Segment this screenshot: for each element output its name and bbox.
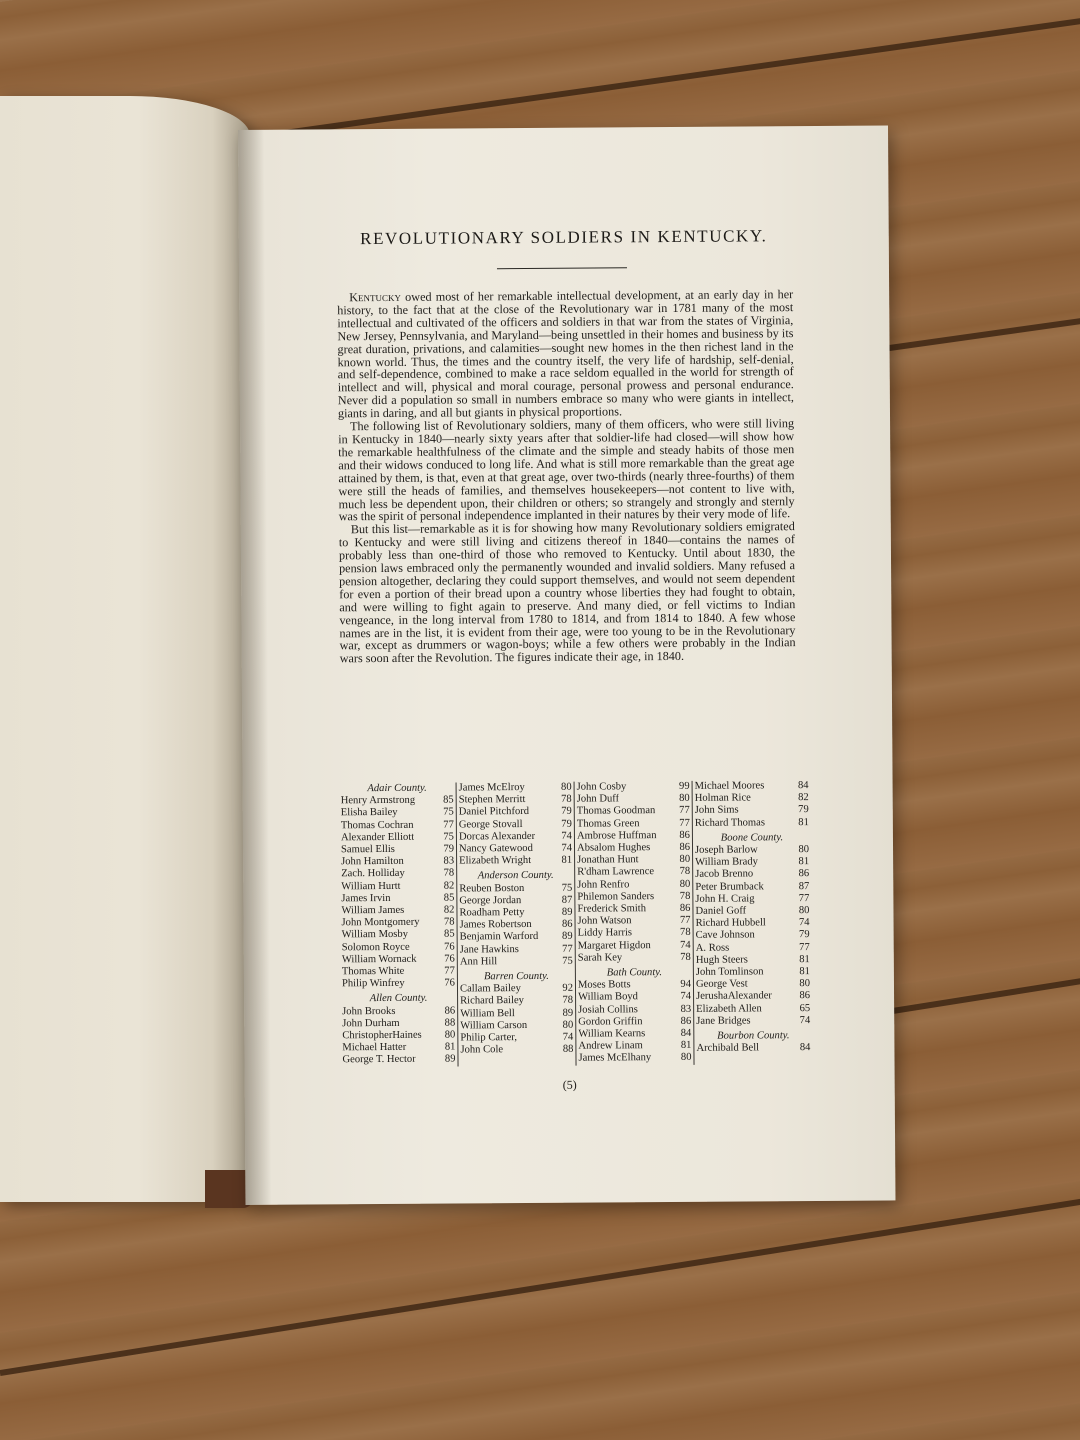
soldier-name: Joseph Barlow (695, 844, 758, 856)
soldier-age: 81 (444, 1041, 456, 1053)
soldier-age: 81 (798, 856, 810, 868)
soldier-name: John Brooks (342, 1005, 396, 1017)
soldier-entry (577, 891, 690, 904)
soldier-entry (459, 818, 572, 831)
soldier-entry (577, 793, 690, 806)
left-facing-page (0, 96, 250, 1202)
soldier-name: George T. Hector (342, 1054, 416, 1066)
soldier-name: Thomas White (341, 965, 405, 978)
soldier-name: Philemon Sanders (577, 890, 655, 903)
soldier-name: William Mosby (341, 929, 409, 941)
soldier-age: 80 (799, 978, 811, 990)
paragraph-3: But this list—remarkable as it is for showing how many Revolutionary soldiers emigrated to Kentucky and were still living and citizens thereof in 1840—contains the names of probably less than one-third of those who removed to Kentucky. Until about 1830, the pension laws embraced only the permanently wounded and invalid soldiers. Many refused a pension altogether, declaring they could support themselves, and would not seem dependent for even a portion of their bread upon a country whose liberties they had fought to obtain, and were willing to fight again to preserve. And many died, or fell victims to Indian vengeance, in the long interval from 1780 to 1814, and from 1814 to 1840. A few whose names are in the list, it is evident from their age, were too young to be in the Revolutionary war, except as drummers or wagon-boys; while a few others were probably in the Indian wars soon after the Revolution. The figures indicate their age, in 1840. (338, 519, 796, 666)
soldier-age: 80 (679, 854, 691, 866)
soldier-age: 78 (561, 793, 572, 805)
soldier-age: 81 (799, 953, 810, 965)
soldier-entry (460, 1032, 573, 1045)
soldier-entry (342, 1017, 455, 1030)
county-heading: Barren County. (483, 970, 549, 983)
soldier-age: 84 (797, 780, 809, 792)
soldier-age: 75 (561, 882, 573, 894)
soldier-entry (577, 842, 690, 855)
county-heading: Allen County. (369, 993, 428, 1005)
soldier-entry (578, 952, 691, 965)
soldier-entry (578, 1052, 691, 1065)
soldier-entry (696, 990, 810, 1003)
soldier-name: William Bell (460, 1007, 515, 1020)
soldier-name: Callam Bailey (459, 983, 521, 995)
soldier-age: 86 (679, 841, 691, 853)
soldier-name: Jonathan Hunt (577, 854, 639, 866)
soldier-age: 78 (680, 951, 691, 963)
soldier-entry (341, 868, 454, 881)
soldier-entry (460, 956, 573, 969)
soldier-name: Richard Hubbell (695, 917, 766, 930)
soldier-entry (460, 1044, 573, 1057)
soldier-name: Hugh Steers (695, 954, 748, 966)
soldier-entry (459, 843, 572, 856)
soldier-entry (695, 893, 809, 906)
soldier-entry (695, 868, 809, 881)
soldier-entry (577, 817, 690, 830)
soldier-entry (695, 844, 809, 857)
soldier-entry (341, 819, 454, 832)
soldier-name: Sarah Key (577, 952, 623, 964)
soldier-name: Elizabeth Allen (696, 1003, 762, 1015)
soldier-entry (696, 942, 810, 955)
soldier-age: 84 (680, 1027, 692, 1039)
soldier-roster (339, 780, 821, 1067)
soldier-name: Thomas Green (576, 817, 640, 830)
soldier-age: 77 (679, 817, 690, 829)
soldier-age: 81 (798, 816, 809, 828)
soldier-age: 89 (562, 1007, 574, 1019)
soldier-age: 99 (678, 780, 690, 792)
soldier-name: John H. Craig (695, 893, 755, 905)
soldier-name: Henry Armstrong (340, 794, 416, 807)
soldier-name: ChristopherHaines (342, 1029, 422, 1042)
soldier-age: 82 (798, 792, 809, 804)
roster-column (575, 781, 695, 1065)
soldier-age: 82 (443, 904, 455, 916)
soldier-age: 86 (799, 990, 811, 1002)
soldier-age: 80 (679, 793, 690, 805)
soldier-entry (577, 805, 690, 818)
soldier-age: 86 (561, 918, 573, 930)
soldier-name: John Renfro (577, 878, 630, 891)
soldier-entry (578, 1028, 691, 1041)
soldier-name: Holman Rice (694, 792, 751, 805)
soldier-name: R'dham Lawrence (577, 866, 655, 879)
soldier-entry (695, 780, 809, 793)
soldier-age: 77 (679, 805, 690, 817)
soldier-entry (459, 882, 572, 895)
soldier-name: Richard Thomas (694, 816, 766, 829)
soldier-age: 85 (443, 928, 455, 941)
soldier-age: 89 (561, 906, 573, 918)
soldier-entry (459, 782, 572, 795)
soldier-age: 86 (679, 829, 690, 841)
soldier-entry (342, 966, 455, 979)
soldier-age: 83 (443, 855, 455, 867)
soldier-entry (459, 855, 572, 868)
soldier-entry (577, 854, 690, 867)
soldier-name: Reuben Boston (459, 882, 525, 895)
soldier-entry (342, 929, 455, 942)
soldier-entry (695, 792, 809, 805)
soldier-age: 77 (799, 941, 810, 953)
soldier-name: Richard Bailey (460, 995, 524, 1007)
soldier-name: John Sims (694, 804, 739, 817)
soldier-entry (695, 905, 809, 918)
soldier-name: James Robertson (459, 919, 532, 931)
soldier-name: Jane Bridges (696, 1015, 751, 1027)
lead-word: Kentucky (349, 289, 402, 305)
soldier-entry (695, 804, 809, 817)
soldier-name: Jane Hawkins (459, 943, 519, 956)
plank-seam (0, 1182, 1080, 1376)
soldier-name: Daniel Goff (695, 905, 747, 917)
soldier-age: 81 (799, 966, 810, 978)
county-heading: Boone County. (720, 832, 784, 844)
soldier-age: 83 (680, 1003, 692, 1015)
soldier-age: 78 (679, 890, 691, 902)
soldier-name: James McElhany (578, 1052, 652, 1065)
soldier-name: John Watson (577, 915, 632, 927)
soldier-entry (341, 844, 454, 857)
soldier-entry (577, 878, 690, 891)
soldier-entry (578, 1016, 691, 1029)
soldier-age: 79 (443, 843, 455, 855)
soldier-entry (695, 817, 809, 830)
soldier-name: George Jordan (459, 894, 522, 907)
soldier-entry (342, 978, 455, 991)
county-heading: Bath County. (606, 967, 663, 979)
soldier-name: William Brady (695, 856, 758, 869)
soldier-name: John Hamilton (341, 856, 404, 868)
soldier-age: 86 (679, 902, 691, 914)
soldier-name: Ann Hill (459, 956, 498, 968)
soldier-name: Thomas Cochran (340, 819, 414, 831)
title-rule (497, 267, 627, 269)
soldier-entry (341, 892, 454, 905)
soldier-age: 75 (443, 831, 454, 843)
soldier-name: John Duff (576, 793, 620, 805)
soldier-entry (578, 991, 691, 1004)
soldier-age: 80 (562, 1019, 574, 1031)
soldier-entry (342, 1005, 455, 1018)
soldier-name: Ambrose Huffman (576, 829, 657, 842)
roster-column (339, 782, 459, 1066)
soldier-name: William James (341, 904, 405, 917)
soldier-name: John Cole (460, 1044, 504, 1056)
soldier-name: Moses Botts (577, 979, 631, 991)
soldier-entry (577, 903, 690, 916)
soldier-age: 75 (562, 955, 573, 967)
soldier-name: James McElroy (458, 782, 525, 794)
county-heading: Bourbon County. (717, 1030, 790, 1042)
soldier-age: 77 (798, 892, 810, 904)
soldier-name: William Wornack (341, 953, 417, 966)
soldier-name: Philip Winfrey (341, 978, 405, 990)
soldier-age: 80 (798, 844, 810, 856)
soldier-entry (460, 983, 573, 996)
soldier-entry (696, 1003, 810, 1016)
soldier-age: 81 (561, 854, 573, 866)
soldier-name: Cave Johnson (695, 929, 755, 942)
soldier-age: 80 (679, 878, 691, 890)
soldier-entry (342, 941, 455, 954)
soldier-age: 85 (443, 892, 455, 904)
paragraph-1 (337, 288, 794, 420)
soldier-entry (342, 953, 455, 966)
soldier-entry (460, 1007, 573, 1020)
soldier-age: 78 (562, 995, 574, 1007)
soldier-name: Philip Carter, (460, 1032, 518, 1044)
soldier-age: 74 (680, 939, 691, 951)
soldier-age: 77 (562, 943, 573, 955)
soldier-entry (341, 795, 454, 808)
soldier-entry (695, 856, 809, 869)
soldier-name: William Kearns (578, 1028, 646, 1040)
soldier-entry (460, 995, 573, 1008)
soldier-name: George Stovall (458, 818, 523, 831)
soldier-name: Frederick Smith (577, 903, 647, 915)
soldier-name: Michael Hatter (342, 1042, 407, 1054)
soldier-age: 85 (443, 794, 454, 806)
soldier-age: 92 (562, 982, 574, 995)
soldier-name: Alexander Elliott (340, 831, 415, 844)
soldier-entry (578, 979, 691, 992)
soldier-entry (460, 919, 573, 932)
soldier-age: 74 (799, 1014, 811, 1026)
soldier-age: 79 (798, 804, 809, 816)
soldier-age: 81 (680, 1040, 692, 1052)
soldier-entry (459, 794, 572, 807)
soldier-name: Elizabeth Wright (459, 855, 532, 867)
plank-seam (880, 969, 1080, 1016)
soldier-name: John Tomlinson (695, 966, 764, 978)
soldier-age: 65 (799, 1002, 811, 1014)
soldier-name: John Cosby (576, 781, 627, 793)
soldier-entry (696, 966, 810, 979)
soldier-entry (696, 1042, 810, 1055)
soldier-age: 80 (680, 1052, 692, 1064)
county-heading: Adair County. (367, 782, 427, 795)
soldier-age: 76 (444, 941, 455, 953)
soldier-age: 74 (562, 1031, 574, 1043)
soldier-name: Dorcas Alexander (458, 830, 536, 843)
soldier-age: 80 (444, 1029, 456, 1041)
soldier-name: William Carson (460, 1019, 528, 1032)
soldier-entry (459, 895, 572, 908)
soldier-entry (696, 1015, 810, 1028)
soldier-age: 88 (444, 1017, 456, 1029)
soldier-age: 78 (443, 916, 455, 928)
soldier-name: George Vest (695, 978, 748, 991)
soldier-entry (578, 927, 691, 940)
soldier-entry (459, 830, 572, 843)
soldier-age: 74 (561, 830, 572, 842)
soldier-entry (696, 978, 810, 991)
soldier-age: 79 (561, 806, 572, 818)
soldier-age: 94 (680, 979, 692, 991)
soldier-age: 88 (562, 1043, 574, 1056)
soldier-age: 82 (443, 880, 455, 892)
soldier-entry (342, 1030, 455, 1043)
soldier-name: Nancy Gatewood (458, 842, 533, 855)
soldier-age: 84 (799, 1042, 811, 1054)
soldier-name: John Montgomery (341, 916, 420, 929)
soldier-age: 78 (443, 867, 455, 880)
soldier-entry (577, 781, 690, 794)
soldier-entry (578, 1040, 691, 1053)
soldier-name: Peter Brumback (695, 880, 764, 893)
soldier-name: Zach. Holliday (341, 868, 405, 880)
book-page (238, 125, 895, 1205)
page-title: REVOLUTIONARY SOLDIERS IN KENTUCKY. (360, 226, 768, 249)
soldier-entry (578, 940, 691, 953)
soldier-age: 78 (679, 866, 691, 878)
soldier-entry (695, 881, 809, 894)
soldier-name: Solomon Royce (341, 941, 410, 953)
soldier-name: A. Ross (695, 942, 730, 954)
soldier-entry (342, 917, 455, 930)
soldier-entry (696, 929, 810, 942)
soldier-age: 77 (443, 819, 454, 831)
soldier-entry (459, 907, 572, 920)
soldier-entry (577, 866, 690, 879)
intro-text (337, 288, 796, 665)
soldier-name: Samuel Ellis (340, 843, 395, 856)
soldier-age: 80 (798, 905, 810, 917)
paragraph-1-text: owed most of her remarkable intellectual development, at an early day in her history, to the fact that at the close of the Revolutionary war in 1781 many of the most intellectual and cultivated of the officers and soldiers in that war from the states of Virginia, New Jersey, Pennsylvania, and Maryland—being unsettled in their homes and business by its great duration, privations, and calamities—sought new homes in the then richest land in the known world. Thus, the times and the country itself, the very life of hardship, self-denial, and self-dependence, combined to make a race seldom equalled in the world for strength of intellect and will, physical and moral courage, personal prowess and personal endurance. Never did a population so small in numbers embrace so many who were giants in intellect, giants in daring, and all but giants in physical proportions. (337, 287, 794, 421)
soldier-age: 74 (561, 842, 573, 854)
soldier-name: William Hurtt (341, 880, 401, 892)
soldier-entry (341, 856, 454, 869)
soldier-name: Elisha Bailey (340, 807, 398, 819)
soldier-name: Roadham Petty (459, 907, 525, 919)
soldier-entry (577, 915, 690, 928)
soldier-age: 86 (798, 868, 810, 880)
paragraph-2: The following list of Revolutionary soldiers, many of them officers, who were still living in Kentucky in 1840—nearly sixty years after that soldier-life had closed—will show how the remarkable healthfulness of the climate and the simple and steady habits of those men and their widows conduced to long life. And what is still more remarkable than the great age attained by them, is that, even at that great age, over two-thirds (nearly three-fourths) of them were still the heads of families, and themselves housekeepers—not content to live with, much less be dependent upon, their children or others; so strangely and strongly and sternly was the spirit of personal independence implanted in their natures by their very mode of life. (338, 416, 795, 524)
soldier-entry (460, 1020, 573, 1033)
soldier-entry (460, 931, 573, 944)
soldier-age: 78 (679, 927, 691, 939)
soldier-entry (341, 905, 454, 918)
soldier-age: 74 (798, 917, 810, 929)
soldier-age: 87 (798, 880, 810, 892)
soldier-name: Andrew Linam (578, 1040, 643, 1052)
soldier-entry (696, 917, 810, 930)
soldier-age: 79 (561, 818, 572, 830)
soldier-name: Absalom Hughes (576, 842, 651, 854)
soldier-entry (696, 954, 810, 967)
page-number: (5) (562, 1077, 577, 1092)
soldier-entry (341, 831, 454, 844)
soldier-name: Liddy Harris (577, 927, 633, 940)
soldier-name: Margaret Higdon (577, 939, 651, 952)
soldier-name: Gordon Griffin (578, 1016, 643, 1028)
soldier-name: Jacob Brenno (695, 868, 754, 881)
soldier-entry (460, 943, 573, 956)
soldier-age: 74 (680, 991, 692, 1003)
soldier-age: 80 (560, 781, 572, 793)
soldier-age: 86 (680, 1015, 692, 1027)
soldier-age: 89 (562, 931, 573, 943)
soldier-age: 77 (444, 965, 455, 977)
soldier-entry (341, 880, 454, 893)
soldier-age: 75 (443, 806, 454, 818)
soldier-name: Benjamin Warford (459, 931, 539, 943)
soldier-name: Thomas Goodman (576, 805, 656, 818)
soldier-entry (459, 806, 572, 819)
soldier-age: 76 (444, 977, 456, 989)
soldier-age: 77 (679, 915, 691, 927)
soldier-name: Daniel Pitchford (458, 806, 530, 818)
soldier-name: Josiah Collins (578, 1003, 638, 1016)
soldier-name: Archibald Bell (696, 1042, 760, 1055)
soldier-age: 86 (444, 1005, 456, 1017)
soldier-name: John Durham (342, 1017, 400, 1030)
soldier-name: James Irvin (341, 892, 391, 905)
soldier-name: JerushaAlexander (696, 990, 772, 1003)
soldier-entry (342, 1042, 455, 1055)
soldier-entry (577, 830, 690, 843)
soldier-age: 89 (444, 1053, 456, 1066)
soldier-entry (342, 1054, 455, 1067)
soldier-entry (341, 807, 454, 820)
soldier-age: 79 (799, 929, 810, 941)
county-heading: Anderson County. (477, 870, 554, 882)
soldier-name: Michael Moores (694, 780, 765, 792)
soldier-name: Stephen Merritt (458, 794, 526, 806)
roster-column (457, 782, 577, 1066)
roster-column (693, 780, 813, 1064)
soldier-name: William Boyd (578, 991, 639, 1004)
soldier-entry (578, 1004, 691, 1017)
soldier-age: 87 (561, 894, 573, 906)
soldier-age: 76 (444, 953, 455, 965)
